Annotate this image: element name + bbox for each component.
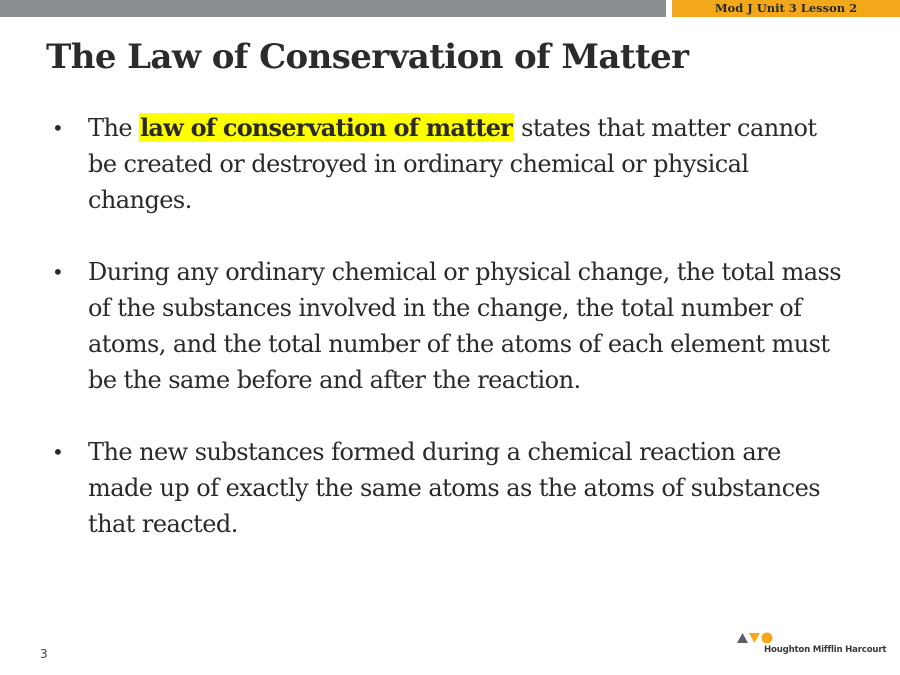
bullet-text: The new substances formed during a chemical reaction are made up of exactly the same atoms as the atoms of substances that reacted.	[88, 438, 821, 538]
bullet-dot-icon: •	[52, 260, 64, 284]
bullet-text-suffix: states that matter cannot be created or destroyed in ordinary chemical or physical changes.	[88, 114, 817, 214]
bullet-text-prefix: The	[88, 114, 140, 142]
bullet-item	[50, 110, 850, 218]
bullet-dot-icon: •	[52, 440, 64, 464]
highlighted-term: law of conservation of matter	[140, 113, 513, 142]
bullet-item	[50, 254, 850, 398]
lesson-tag: Mod J Unit 3 Lesson 2	[672, 0, 900, 17]
logo-text: Houghton Mifflin Harcourt	[764, 645, 887, 655]
bullet-dot-icon: •	[52, 116, 64, 140]
header-bar	[0, 0, 666, 17]
bullet-text: During any ordinary chemical or physical change, the total mass of the substances involved in the change, the total number of atoms, and the total number of the atoms of each element must be the same before and after the reaction.	[88, 258, 842, 394]
bullet-list	[50, 110, 850, 578]
bullet-item	[50, 434, 850, 542]
hmh-logo-shapes-icon	[736, 631, 776, 645]
slide-title: The Law of Conservation of Matter	[46, 37, 689, 77]
page-number: 3	[40, 647, 48, 661]
publisher-logo	[736, 631, 886, 659]
